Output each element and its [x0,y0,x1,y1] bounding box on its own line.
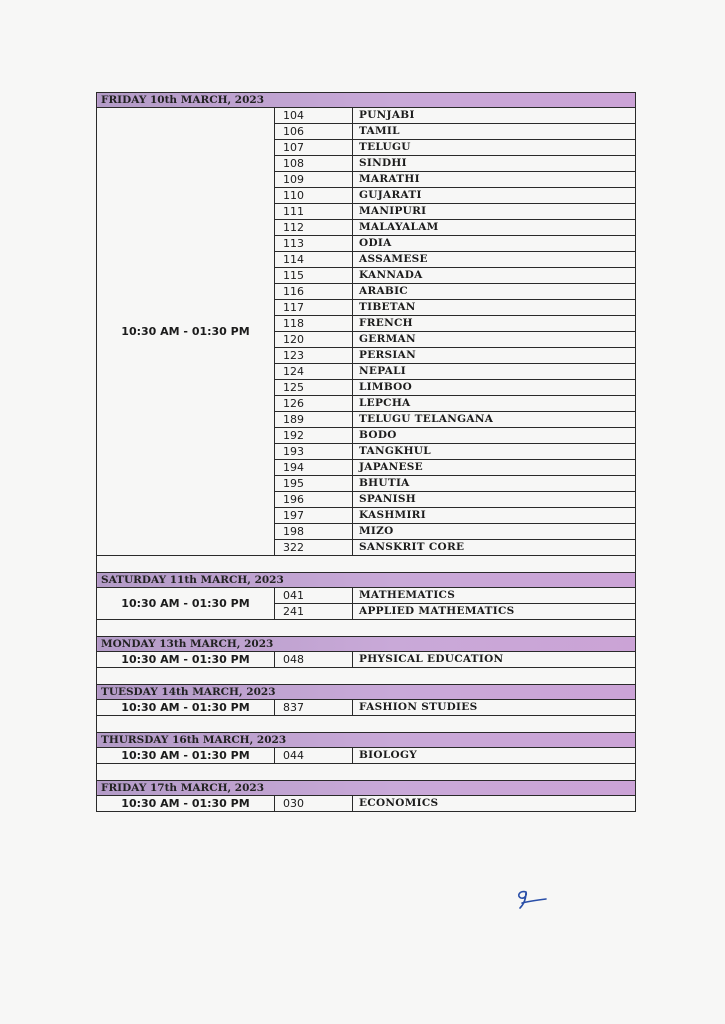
subject-name: PHYSICAL EDUCATION [353,652,636,668]
subject-name: KASHMIRI [353,508,636,524]
date-header-row [97,733,636,748]
subject-code: 107 [275,140,353,156]
subject-name: KANNADA [353,268,636,284]
subject-code: 117 [275,300,353,316]
subject-name: TAMIL [353,124,636,140]
subject-code: 108 [275,156,353,172]
exam-schedule [96,92,635,812]
subject-code: 106 [275,124,353,140]
subject-name: TELUGU TELANGANA [353,412,636,428]
subject-code: 112 [275,220,353,236]
subject-row [97,108,636,124]
subject-code: 114 [275,252,353,268]
subject-name: MIZO [353,524,636,540]
exam-date: THURSDAY 16th MARCH, 2023 [97,733,636,748]
spacer-row [97,764,636,781]
subject-name: GERMAN [353,332,636,348]
subject-code: 322 [275,540,353,556]
date-header-row [97,781,636,796]
subject-row [97,588,636,604]
subject-code: 115 [275,268,353,284]
subject-name: LEPCHA [353,396,636,412]
subject-name: BODO [353,428,636,444]
subject-code: 126 [275,396,353,412]
subject-code: 194 [275,460,353,476]
subject-name: MANIPURI [353,204,636,220]
date-header-row [97,573,636,588]
subject-name: ECONOMICS [353,796,636,812]
subject-name: SPANISH [353,492,636,508]
subject-name: ARABIC [353,284,636,300]
subject-code: 111 [275,204,353,220]
spacer-cell [97,620,636,637]
subject-name: PERSIAN [353,348,636,364]
subject-name: GUJARATI [353,188,636,204]
subject-code: 192 [275,428,353,444]
subject-name: JAPANESE [353,460,636,476]
exam-time: 10:30 AM - 01:30 PM [97,748,275,764]
subject-row [97,748,636,764]
subject-name: TANGKHUL [353,444,636,460]
subject-code: 123 [275,348,353,364]
subject-name: TIBETAN [353,300,636,316]
subject-code: 198 [275,524,353,540]
subject-code: 044 [275,748,353,764]
subject-code: 120 [275,332,353,348]
subject-name: FRENCH [353,316,636,332]
subject-name: APPLIED MATHEMATICS [353,604,636,620]
subject-name: TELUGU [353,140,636,156]
subject-row [97,652,636,668]
subject-row [97,700,636,716]
subject-code: 196 [275,492,353,508]
subject-name: MALAYALAM [353,220,636,236]
date-header-row [97,685,636,700]
subject-code: 837 [275,700,353,716]
exam-date: FRIDAY 17th MARCH, 2023 [97,781,636,796]
subject-code: 124 [275,364,353,380]
spacer-cell [97,764,636,781]
exam-time: 10:30 AM - 01:30 PM [97,588,275,620]
date-header-row [97,637,636,652]
subject-name: NEPALI [353,364,636,380]
exam-time: 10:30 AM - 01:30 PM [97,652,275,668]
subject-name: FASHION STUDIES [353,700,636,716]
subject-name: BHUTIA [353,476,636,492]
subject-code: 195 [275,476,353,492]
subject-code: 118 [275,316,353,332]
subject-name: LIMBOO [353,380,636,396]
subject-code: 193 [275,444,353,460]
subject-code: 241 [275,604,353,620]
spacer-row [97,668,636,685]
subject-name: MARATHI [353,172,636,188]
spacer-cell [97,668,636,685]
exam-date: SATURDAY 11th MARCH, 2023 [97,573,636,588]
exam-date: FRIDAY 10th MARCH, 2023 [97,93,636,108]
subject-code: 197 [275,508,353,524]
date-header-row [97,93,636,108]
schedule-table [96,92,636,812]
subject-name: ODIA [353,236,636,252]
spacer-row [97,716,636,733]
subject-name: ASSAMESE [353,252,636,268]
subject-name: MATHEMATICS [353,588,636,604]
subject-name: PUNJABI [353,108,636,124]
exam-date: MONDAY 13th MARCH, 2023 [97,637,636,652]
subject-row [97,796,636,812]
subject-code: 030 [275,796,353,812]
exam-date: TUESDAY 14th MARCH, 2023 [97,685,636,700]
subject-code: 109 [275,172,353,188]
subject-code: 125 [275,380,353,396]
subject-code: 048 [275,652,353,668]
spacer-cell [97,556,636,573]
exam-time: 10:30 AM - 01:30 PM [97,108,275,556]
subject-code: 116 [275,284,353,300]
spacer-row [97,620,636,637]
exam-time: 10:30 AM - 01:30 PM [97,700,275,716]
subject-code: 041 [275,588,353,604]
subject-code: 113 [275,236,353,252]
exam-time: 10:30 AM - 01:30 PM [97,796,275,812]
handwritten-signature [512,886,552,916]
subject-code: 189 [275,412,353,428]
subject-code: 104 [275,108,353,124]
spacer-row [97,556,636,573]
subject-code: 110 [275,188,353,204]
subject-name: BIOLOGY [353,748,636,764]
subject-name: SANSKRIT CORE [353,540,636,556]
spacer-cell [97,716,636,733]
subject-name: SINDHI [353,156,636,172]
